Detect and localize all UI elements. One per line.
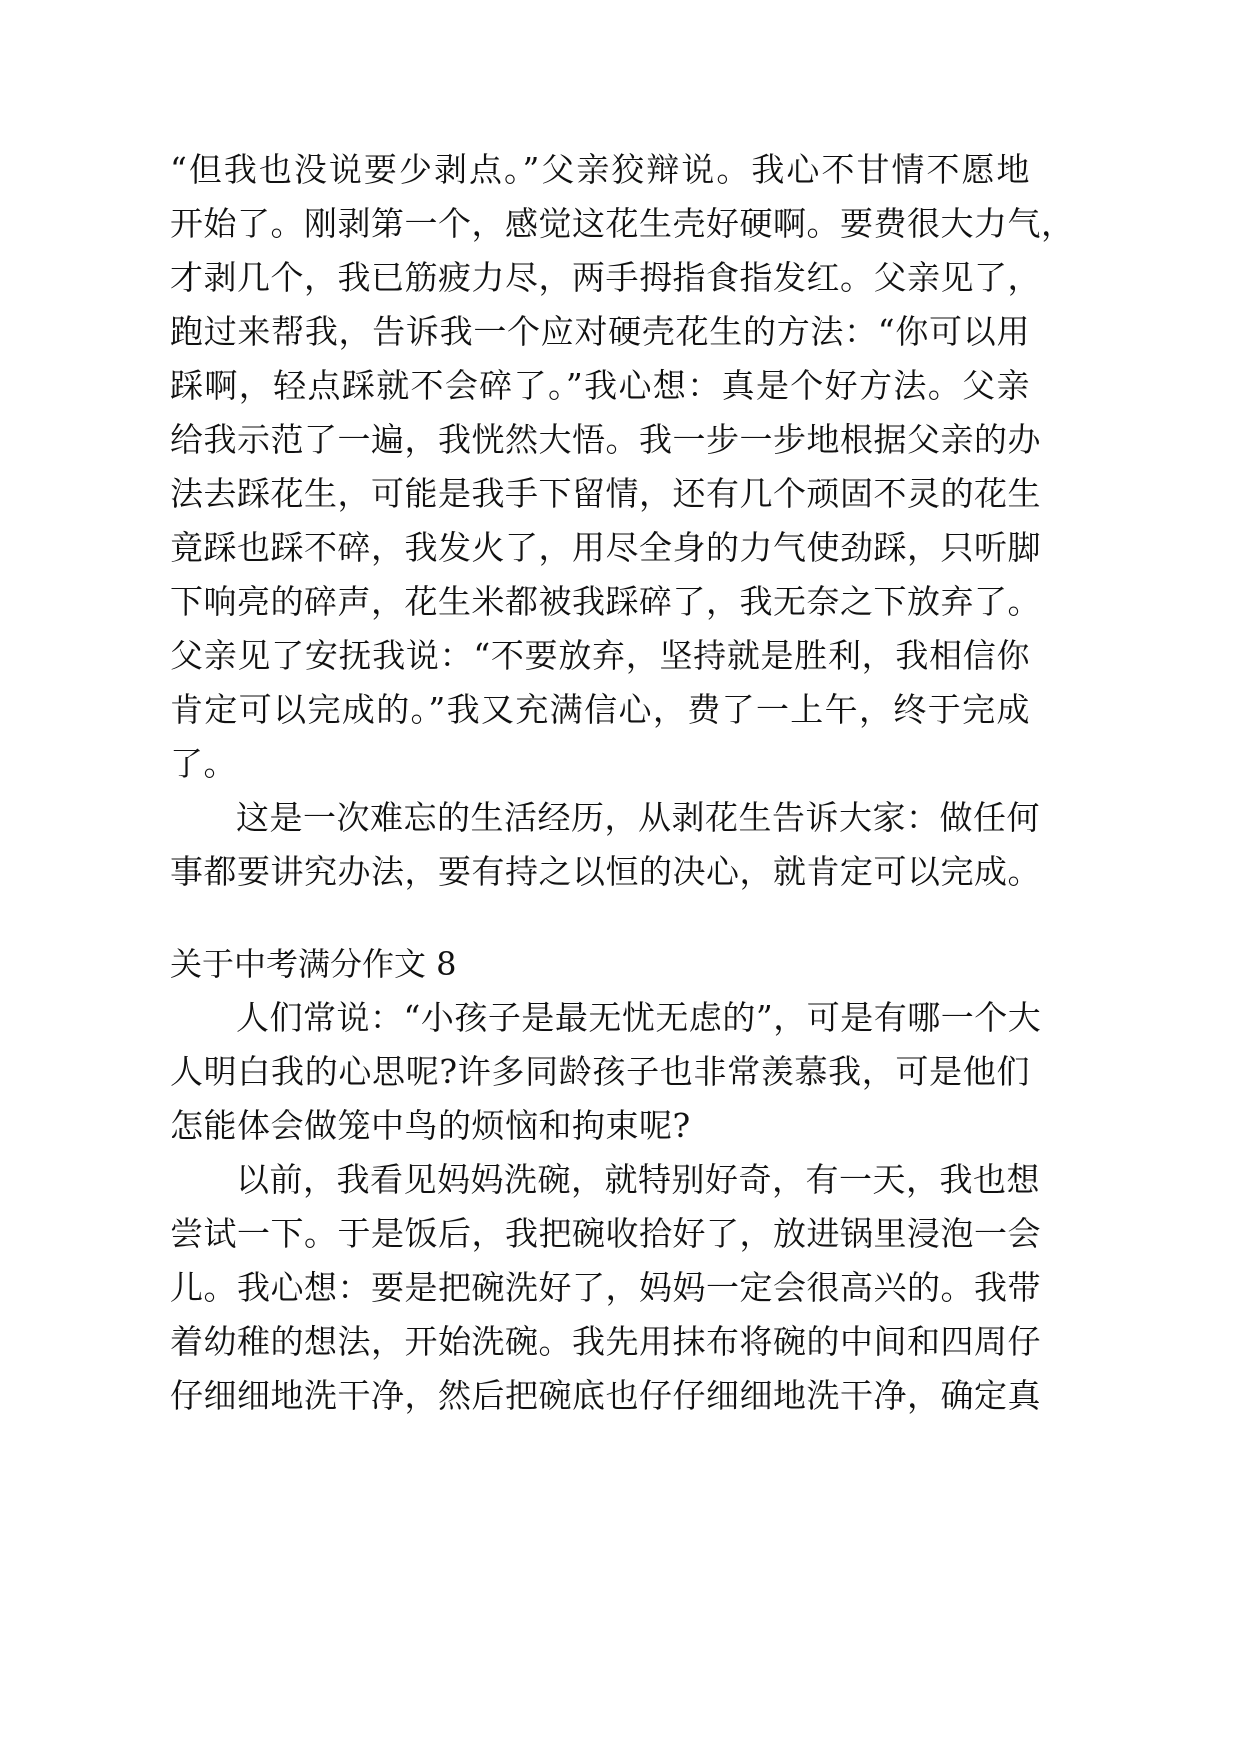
text-line: 跑过来帮我，告诉我一个应对硬壳花生的方法：“你可以用: [170, 312, 1030, 351]
text-line: 儿。我心想：要是把碗洗好了，妈妈一定会很高兴的。我带: [170, 1268, 1041, 1307]
text-line: 以前，我看见妈妈洗碗，就特别好奇，有一天，我也想: [236, 1160, 1040, 1199]
text-line: 下响亮的碎声，花生米都被我踩碎了，我无奈之下放弃了。: [170, 582, 1041, 621]
text-line: 父亲见了安抚我说：“不要放弃，坚持就是胜利，我相信你: [170, 636, 1030, 675]
text-line: 才剥几个，我已筋疲力尽，两手拇指食指发红。父亲见了，: [170, 258, 1041, 297]
text-line: 仔细细地洗干净，然后把碗底也仔仔细细地洗干净，确定真: [170, 1376, 1041, 1415]
text-line: 踩啊，轻点踩就不会碎了。”我心想：真是个好方法。父亲: [170, 366, 1030, 405]
text-line: 人明白我的心思呢?许多同龄孩子也非常羡慕我，可是他们: [170, 1052, 1030, 1091]
text-line: 人们常说：“小孩子是最无忧无虑的”，可是有哪一个大: [236, 998, 1042, 1037]
text-line: “但我也没说要少剥点。”父亲狡辩说。我心不甘情不愿地: [170, 150, 1030, 189]
text-line: 这是一次难忘的生活经历，从剥花生告诉大家：做任何: [236, 798, 1040, 837]
text-line: 法去踩花生，可能是我手下留情，还有几个顽固不灵的花生: [170, 474, 1041, 513]
text-line: 开始了。刚剥第一个，感觉这花生壳好硬啊。要费很大力气，: [170, 204, 1075, 243]
text-line: 着幼稚的想法，开始洗碗。我先用抹布将碗的中间和四周仔: [170, 1322, 1041, 1361]
text-line: 给我示范了一遍，我恍然大悟。我一步一步地根据父亲的办: [170, 420, 1041, 459]
text-line: 怎能体会做笼中鸟的烦恼和拘束呢?: [170, 1106, 691, 1145]
text-line: 事都要讲究办法，要有持之以恒的决心，就肯定可以完成。: [170, 852, 1041, 891]
text-line: 肯定可以完成的。”我又充满信心，费了一上午，终于完成: [170, 690, 1030, 729]
text-line: 了。: [170, 744, 237, 783]
text-line: 竟踩也踩不碎，我发火了，用尽全身的力气使劲踩，只听脚: [170, 528, 1041, 567]
text-line: 尝试一下。于是饭后，我把碗收拾好了，放进锅里浸泡一会: [170, 1214, 1041, 1253]
section-heading: 关于中考满分作文 8: [170, 945, 457, 983]
